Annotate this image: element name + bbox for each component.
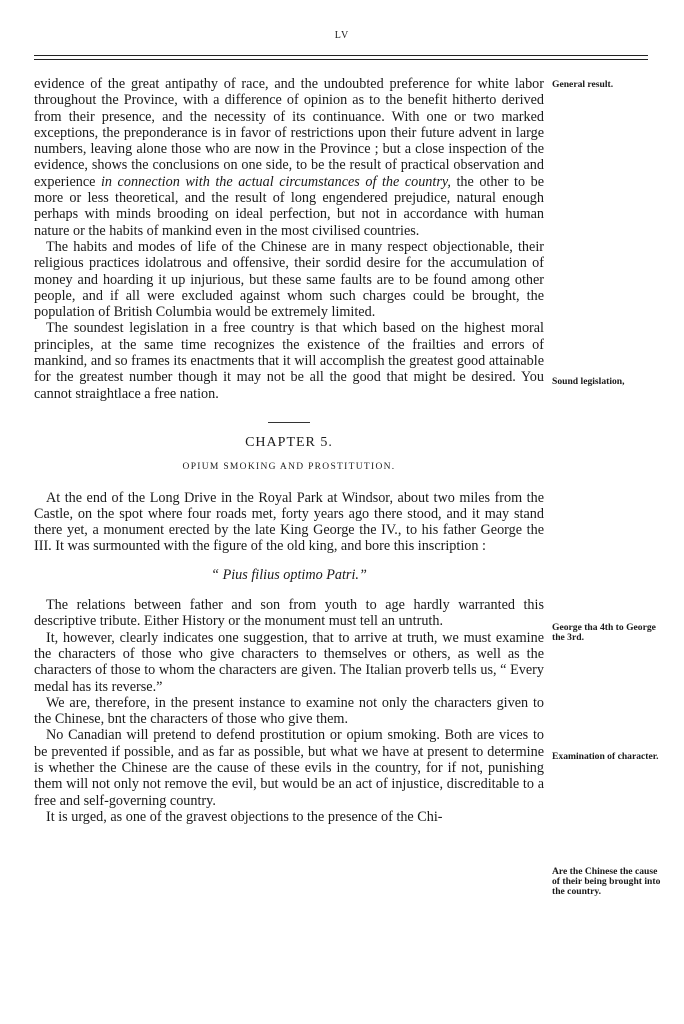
latin-inscription: “ Pius filius optimo Patri.” — [211, 566, 367, 583]
sidenote-examination: Examination of character. — [552, 751, 659, 762]
paragraph-legislation: The soundest legislation in a free country is that which based on the highest moral principles, at the same time recognizes the existence of the frailties and errors of mankind, and so frames its enactments that it will accomplish the greatest good attainable for the greatest number though it may not be all the good that might be desired. You cannot straightlace a free nation. — [34, 320, 544, 402]
paragraph-objections: It is urged, as one of the gravest objections to the presence of the Chi- — [46, 808, 443, 825]
sidenote-general-result: General result. — [552, 79, 614, 90]
chapter-title: CHAPTER 5. — [245, 434, 333, 450]
paragraph-examination: It, however, clearly indicates one suggestion, that to arrive at truth, we must examine the characters of those who give characters to themselves or others, as well as the characters of those to whom the characters are given. The Italian proverb tells us, “ Every medal has its reverse.” — [34, 629, 544, 695]
header-rule-bottom — [34, 59, 648, 60]
paragraph-general-result — [34, 76, 544, 239]
paragraph-vices: No Canadian will pretend to defend prostitution or opium smoking. Both are vices to be prevented if possible, and as far as possible, but what we have at present to determine is whether the Chinese are the cause of these evils in the country, for if not, punishing them will not only not remove the evil, but would be an act of injustice, discreditable to a free and self-governing country. — [34, 727, 544, 809]
chapter-subtitle: OPIUM SMOKING AND PROSTITUTION. — [182, 462, 396, 473]
paragraph-habits: The habits and modes of life of the Chinese are in many respect objectionable, their religious practices idolatrous and offensive, their sordid desire for the accumulation of money and hoarding it up injurious, but these same faults are to be found among other people, and if all were excluded against whom such charges could be brought, the population of British Columbia would be extremely limited. — [34, 238, 544, 321]
paragraph-characters: We are, therefore, in the present instance to examine not only the characters given to the Chinese, bnt the characters of those who give them. — [34, 694, 544, 728]
sidenote-chinese-cause: Are the Chinese the cause of their being brought into the country. — [552, 866, 661, 897]
sidenote-george: George tha 4th to George the 3rd. — [552, 622, 656, 643]
sidenote-sound-legislation: Sound legislation, — [552, 376, 625, 387]
main-text-column — [34, 76, 544, 825]
paragraph-windsor-monument: At the end of the Long Drive in the Royal Park at Windsor, about two miles from the Castle, on the spot where four roads met, forty years ago there stood, and it may stand there yet, a monument erected by the late King George the IV., to his father George the III. It was surmounted with the figure of the old king, and bore this inscription : — [34, 489, 544, 555]
section-divider — [268, 422, 310, 423]
paragraph-relations: The relations between father and son from youth to age hardly warranted this descriptive tribute. Either History or the monument must tell an untruth. — [34, 597, 544, 630]
header-rule-top — [34, 55, 648, 56]
paragraph-text: the other to be more or less theoretical, and the result of long engendered prejudice, natural enough perhaps with minds brooding on ideal perfection, but not in accordance with human nature or the habits of mankind even in the most civilised countries. — [34, 173, 544, 239]
italic-phrase: in connection with the actual circumstances of the country, — [100, 173, 451, 190]
page-number: LV — [334, 30, 350, 41]
paragraph-text: evidence of the great antipathy of race, and the undoubted preference for white labor throughout the Province, with a difference of opinion as to the benefit hitherto derived from their presence, and the necessity of its continuance. With one or two marked exceptions, the preponderance is in favor of restrictions upon their future advent in large numbers, leaving alone those who are now in the Province ; but a close inspection of the evidence, shows the conclusions on one side, to be the result of practical observation and experience — [34, 76, 544, 190]
